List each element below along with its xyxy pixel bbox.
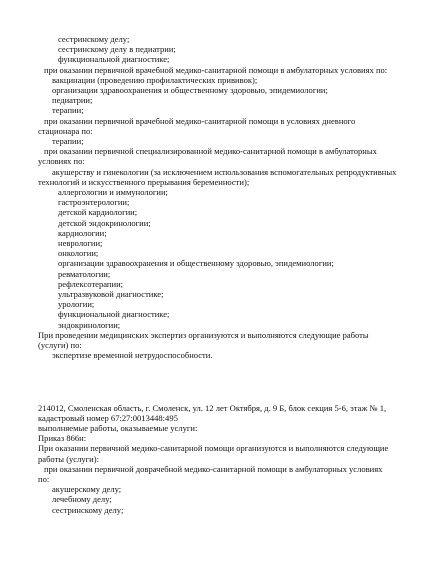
text-line: сестринскому делу; (58, 34, 130, 44)
text-line: выполняемые работы, оказываемые услуги: (38, 422, 198, 433)
text-line: по: (38, 473, 50, 484)
text-line: функциональной диагностике; (58, 309, 170, 320)
text-line: ультразвуковой диагностике; (58, 289, 164, 300)
text-line: экспертизе временной нетрудоспособности. (52, 350, 213, 361)
text-line: при оказании первичной врачебной медико-санитарной помощи в условиях дневного (44, 115, 356, 126)
text-line: кардиологии; (58, 227, 107, 238)
text-line: кадастровый номер 67:27:0013448:495 (38, 412, 178, 423)
text-line: детской эндокринологии; (58, 217, 151, 228)
text-line: организации здравоохранения и общественному здоровью, эпидемиологии; (58, 258, 334, 269)
text-line: при оказании первичной доврачебной медико-санитарной помощи в амбулаторных условиях (44, 463, 383, 474)
text-line: терапии; (52, 136, 84, 147)
text-line: детской кардиологии; (58, 207, 138, 218)
text-line: работы (услуги): (38, 453, 99, 464)
text-line: (услуги) по: (38, 340, 82, 351)
text-line: функциональной диагностике; (58, 54, 170, 65)
text-line: вакцинации (проведению профилактических прививок); (52, 74, 258, 85)
text-line: лечебному делу; (52, 494, 112, 505)
document-text (36, 34, 406, 515)
text-line: урологии; (58, 299, 95, 310)
text-line: стационара по: (38, 125, 93, 136)
text-line: ревматологии; (58, 268, 111, 279)
text-line: технологий и искусственного прерывания беременности); (38, 176, 250, 187)
text-line: онкологии; (58, 248, 99, 259)
text-line: неврологии; (58, 238, 103, 249)
text-line: при оказании первичной специализированной медико-санитарной помощи в амбулаторных (44, 146, 377, 157)
text-line: аллергологии и иммунологии; (58, 187, 168, 198)
text-line: 214012, Смоленская область, г. Смоленск, ул. 12 лет Октября, д. 9 Б, блок секция 5-6, этаж № 1, (38, 402, 387, 413)
text-line: при оказании первичной врачебной медико-санитарной помощи в амбулаторных условиях по: (44, 64, 388, 75)
text-line: сестринскому делу; (52, 504, 124, 515)
text-line: организации здравоохранения и общественному здоровью, эпидемиологии; (52, 85, 328, 96)
text-line: эндокринологии; (58, 319, 121, 330)
text-line: рефлексотерапии; (58, 278, 124, 289)
text-line: педиатрии; (52, 95, 93, 106)
text-line: акушерскому делу; (52, 484, 122, 495)
text-line: При проведении медицинских экспертиз организуются и выполняются следующие работы (38, 329, 369, 340)
text-line: условиях по: (38, 156, 85, 167)
text-line: При оказании первичной медико-санитарной помощи организуются и выполняются следующие (38, 443, 389, 454)
text-line: гастроэнтерологии; (58, 197, 130, 208)
text-line: сестринскому делу в педиатрии; (58, 44, 176, 55)
text-line: Приказ 866н: (38, 433, 87, 444)
paragraph-gap (36, 377, 406, 387)
text-line: акушерству и гинекологии (за исключением использования вспомогательных репродуктивных (52, 166, 397, 177)
text-line: терапии; (52, 105, 84, 116)
